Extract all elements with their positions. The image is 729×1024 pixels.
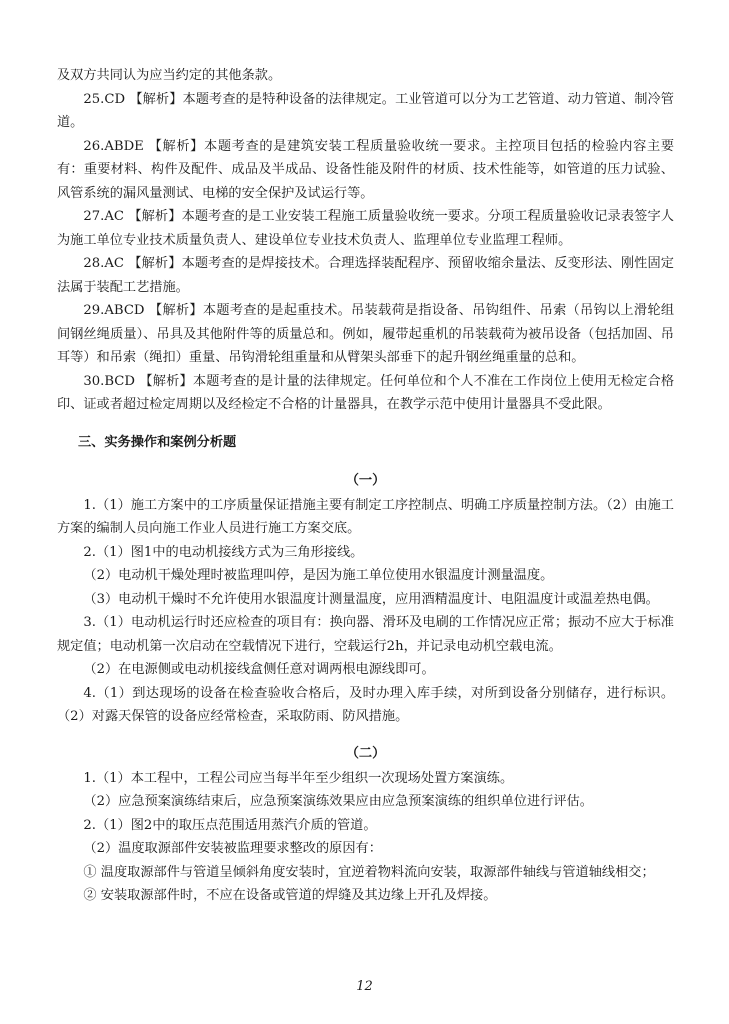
case-1-body <box>57 494 674 729</box>
case-2-body <box>57 767 674 908</box>
case-paragraph: （2）应急预案演练结束后，应急预案演练效果应由应急预案演练的组织单位进行评估。 <box>83 794 593 809</box>
case-paragraph: 4.（1）到达现场的设备在检查验收合格后，及时办理入库手续，对所到设备分别储存，进行标识。（2）对露天保管的设备应经常检查，采取防雨、防风措施。 <box>57 685 674 724</box>
answer-text: 本题考查的是特种设备的法律规定。工业管道可以分为工艺管道、动力管道、制冷管道。 <box>57 91 674 130</box>
explain-label: 【解析】 <box>139 373 193 389</box>
page-number: 12 <box>356 979 373 994</box>
answer-number: 30.BCD <box>83 373 135 389</box>
case-paragraph: 2.（1）图2中的取压点范围适用蒸汽介质的管道。 <box>83 817 377 833</box>
intro-text: 及双方共同认为应当约定的其他条款。 <box>57 68 282 83</box>
case-paragraph: ① 温度取源部件与管道呈倾斜角度安装时，宜逆着物料流向安装，取源部件轴线与管道轴线相交； <box>83 864 655 880</box>
answer-text: 本题考查的是焊接技术。合理选择装配程序、预留收缩余量法、反变形法、刚性固定法属于装配工艺措施。 <box>57 256 674 295</box>
explain-label: 【解析】 <box>128 209 182 224</box>
case-2-title: （二） <box>345 745 386 761</box>
explain-label: 【解析】 <box>148 303 203 318</box>
answer-list <box>57 88 674 417</box>
case-paragraph: 2.（1）图1中的电动机接线方式为三角形接线。 <box>83 544 364 560</box>
answer-item <box>57 205 674 252</box>
answer-text: 本题考查的是计量的法律规定。任何单位和个人不准在工作岗位上使用无检定合格印、证或者超过检定周期以及经检定不合格的计量器具，在教学示范中使用计量器具不受此限。 <box>57 373 675 412</box>
answer-item <box>57 299 674 370</box>
case-paragraph: 3.（1）电动机运行时还应检查的项目有：换向器、滑环及电刷的工作情况应正常；振动不应大于标准规定值；电动机第一次启动在空载情况下进行，空载运行2h，并记录电动机空载电流。 <box>57 615 674 654</box>
case-paragraph: （2）温度取源部件安装被监理要求整改的原因有： <box>83 841 382 856</box>
answer-item <box>57 252 674 299</box>
case-paragraph: 1.（1）施工方案中的工序质量保证措施主要有制定工序控制点、明确工序质量控制方法。（2）由施工方案的编制人员向施工作业人员进行施工方案交底。 <box>57 497 674 536</box>
document-page <box>57 64 674 908</box>
answer-number: 26.ABDE <box>83 138 144 154</box>
answer-text: 本题考查的是建筑安装工程质量验收统一要求。主控项目包括的检验内容主要有：重要材料、构件及配件、成品及半成品、设备性能及附件的材质、技术性能等，如管道的压力试验、风管系统的漏风量测试、电梯的安全保护及试运行等。 <box>57 138 675 201</box>
answer-number: 28.AC <box>83 256 124 271</box>
case-paragraph: （3）电动机干燥时不允许使用水银温度计测量温度，应用酒精温度计、电阻温度计或温差热电偶。 <box>83 591 659 607</box>
answer-text: 本题考查的是起重技术。吊装载荷是指设备、吊钩组件、吊索（吊钩以上滑轮组间钢丝绳质量）、吊具及其他附件等的质量总和。例如，履带起重机的吊装载荷为被吊设备（包括加固、吊耳等）和吊索（绳扣）重量、吊钩滑轮组重量和从臂架头部垂下的起升钢丝绳重量的总和。 <box>57 303 675 365</box>
case-paragraph: 1.（1）本工程中，工程公司应当每半年至少组织一次现场处置方案演练。 <box>83 770 514 786</box>
answer-number: 25.CD <box>83 91 126 107</box>
answer-number: 27.AC <box>83 209 124 224</box>
explain-label: 【解析】 <box>148 138 205 154</box>
case-paragraph: ② 安装取源部件时，不应在设备或管道的焊缝及其边缘上开孔及焊接。 <box>83 888 497 903</box>
section-title: 三、实务操作和案例分析题 <box>78 434 237 450</box>
case-paragraph: （2）电动机干燥处理时被监理叫停，是因为施工单位使用水银温度计测量温度。 <box>83 568 554 583</box>
answer-number: 29.ABCD <box>83 303 145 318</box>
explain-label: 【解析】 <box>128 256 182 271</box>
case-paragraph: （2）在电源侧或电动机接线盒侧任意对调两根电源线即可。 <box>83 662 435 677</box>
answer-item <box>57 370 674 417</box>
case-1-title: （一） <box>345 472 386 488</box>
answer-item <box>57 88 674 135</box>
answer-text: 本题考查的是工业安装工程施工质量验收统一要求。分项工程质量验收记录表签字人为施工单位专业技术质量负责人、建设单位专业技术负责人、监理单位专业监理工程师。 <box>57 209 674 248</box>
answer-item <box>57 135 674 206</box>
explain-label: 【解析】 <box>129 91 183 107</box>
